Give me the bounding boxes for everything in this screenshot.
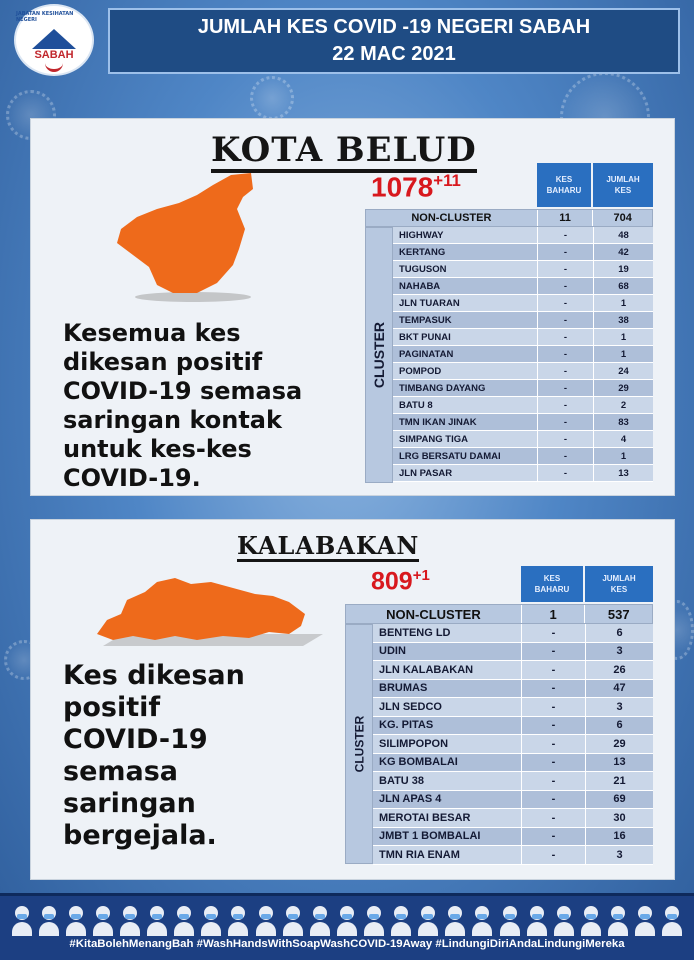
cluster-new-cases: - <box>521 809 585 827</box>
cluster-new-cases: - <box>521 772 585 790</box>
cluster-name: LRG BERSATU DAMAI <box>399 450 501 462</box>
table-row <box>373 791 653 810</box>
table-row <box>373 717 653 736</box>
footer-banner <box>0 893 694 960</box>
cluster-name: JLN PASAR <box>399 467 453 479</box>
kota-belud-map-icon <box>113 171 263 306</box>
title-line-1: JUMLAH KES COVID -19 NEGERI SABAH <box>197 16 591 38</box>
table-row <box>393 414 653 431</box>
cluster-total-cases: 3 <box>585 698 653 716</box>
cluster-rows <box>373 624 653 865</box>
cluster-total-cases: 3 <box>585 846 653 864</box>
non-cluster-row <box>365 209 653 227</box>
cluster-total-cases: 42 <box>593 244 653 260</box>
total-value: 1078 <box>371 171 434 203</box>
cluster-new-cases: - <box>521 717 585 735</box>
cluster-name: SILIMPOPON <box>379 737 449 750</box>
frontliner-icon <box>554 904 574 936</box>
table-row <box>393 295 653 312</box>
table-row <box>393 278 653 295</box>
frontliner-icon <box>527 904 547 936</box>
table-row <box>373 754 653 773</box>
table-row <box>373 846 653 865</box>
statement-line: saringan <box>63 788 196 819</box>
table-row <box>373 624 653 643</box>
table-row <box>393 244 653 261</box>
cluster-total-cases: 29 <box>585 735 653 753</box>
cluster-name: NAHABA <box>399 280 441 292</box>
cluster-new-cases: - <box>537 380 593 396</box>
frontliner-icon <box>12 904 32 936</box>
cluster-new-cases: - <box>521 661 585 679</box>
kota-belud-panel <box>30 118 675 496</box>
statement-line: positif <box>63 692 161 723</box>
cluster-name: BKT PUNAI <box>399 331 451 343</box>
frontliner-icon <box>39 904 59 936</box>
statement-text <box>63 319 302 493</box>
logo-top-text: JABATAN KESIHATAN NEGERI <box>16 10 74 23</box>
cluster-total-cases: 1 <box>593 346 653 362</box>
table-row <box>393 312 653 329</box>
cluster-total-cases: 24 <box>593 363 653 379</box>
table-row <box>373 809 653 828</box>
cluster-name: JLN SEDCO <box>379 700 442 713</box>
cluster-total-cases: 2 <box>593 397 653 413</box>
cluster-name: PAGINATAN <box>399 348 454 360</box>
statement-line: bergejala. <box>63 820 217 851</box>
cluster-name: POMPOD <box>399 365 442 377</box>
district-title: KOTA BELUD <box>211 133 477 173</box>
cluster-name: HIGHWAY <box>399 229 444 241</box>
frontliner-icon <box>445 904 465 936</box>
cluster-name: JLN TUARAN <box>399 297 460 309</box>
sabah-health-logo <box>14 4 94 76</box>
cluster-rows <box>393 227 653 482</box>
cluster-name: BENTENG LD <box>379 626 451 639</box>
table-row <box>393 363 653 380</box>
cluster-name: KG BOMBALAI <box>379 756 458 769</box>
cluster-new-cases: - <box>537 244 593 260</box>
frontliner-icon <box>662 904 682 936</box>
frontliner-icon <box>201 904 221 936</box>
cluster-name: TMN RIA ENAM <box>379 848 460 861</box>
new-value: +1 <box>412 567 430 584</box>
col-header-total: JUMLAH KES <box>593 163 653 207</box>
total-case-count <box>371 173 461 201</box>
frontliner-icon <box>337 904 357 936</box>
cluster-name: JLN APAS 4 <box>379 793 442 806</box>
mountain-icon <box>32 29 76 49</box>
frontliner-icon <box>364 904 384 936</box>
frontliner-strip <box>8 900 686 936</box>
cluster-name: TMN IKAN JINAK <box>399 416 477 428</box>
table-row <box>373 735 653 754</box>
frontliner-icon <box>581 904 601 936</box>
col-header-total: JUMLAH KES <box>585 566 653 602</box>
non-cluster-total: 704 <box>592 210 652 226</box>
cluster-new-cases: - <box>537 227 593 243</box>
cluster-total-cases: 19 <box>593 261 653 277</box>
cluster-total-cases: 26 <box>585 661 653 679</box>
cluster-new-cases: - <box>537 261 593 277</box>
cluster-new-cases: - <box>521 735 585 753</box>
cluster-name: BATU 8 <box>399 399 433 411</box>
cluster-total-cases: 4 <box>593 431 653 447</box>
cluster-new-cases: - <box>537 363 593 379</box>
frontliner-icon <box>635 904 655 936</box>
cluster-total-cases: 68 <box>593 278 653 294</box>
cluster-label: CLUSTER <box>365 227 393 483</box>
cluster-total-cases: 13 <box>593 465 653 481</box>
cluster-total-cases: 1 <box>593 295 653 311</box>
table-row <box>393 397 653 414</box>
virus-decoration <box>250 76 294 120</box>
cluster-name: JMBT 1 BOMBALAI <box>379 830 481 843</box>
frontliner-icon <box>66 904 86 936</box>
statement-line: saringan kontak <box>63 406 282 434</box>
cluster-new-cases: - <box>537 346 593 362</box>
cluster-new-cases: - <box>537 431 593 447</box>
non-cluster-total: 537 <box>584 605 652 623</box>
cluster-new-cases: - <box>537 448 593 464</box>
frontliner-icon <box>608 904 628 936</box>
cluster-total-cases: 29 <box>593 380 653 396</box>
frontliner-icon <box>174 904 194 936</box>
cluster-name: BATU 38 <box>379 774 425 787</box>
table-row <box>393 431 653 448</box>
frontliner-icon <box>256 904 276 936</box>
hashtags: #KitaBolehMenangBah #WashHandsWithSoapWashCOVID-19Away #LindungiDiriAndaLindungiMereka <box>69 938 625 950</box>
cluster-new-cases: - <box>521 643 585 661</box>
cluster-new-cases: - <box>537 312 593 328</box>
cluster-name: KG. PITAS <box>379 719 434 732</box>
frontliner-icon <box>391 904 411 936</box>
statement-line: semasa <box>63 756 179 787</box>
cluster-new-cases: - <box>537 397 593 413</box>
col-header-new: KES BAHARU <box>521 566 583 602</box>
cluster-new-cases: - <box>521 698 585 716</box>
cluster-new-cases: - <box>521 624 585 642</box>
statement-line: COVID-19 semasa <box>63 377 303 405</box>
cluster-new-cases: - <box>521 680 585 698</box>
total-case-count <box>371 568 430 594</box>
non-cluster-new: 1 <box>521 605 585 623</box>
frontliner-icon <box>120 904 140 936</box>
kalabakan-panel <box>30 519 675 880</box>
cluster-total-cases: 1 <box>593 329 653 345</box>
cluster-total-cases: 83 <box>593 414 653 430</box>
cluster-total-cases: 6 <box>585 717 653 735</box>
cluster-name: TUGUSON <box>399 263 447 275</box>
frontliner-icon <box>500 904 520 936</box>
district-title: KALABAKAN <box>237 531 420 560</box>
cluster-total-cases: 30 <box>585 809 653 827</box>
total-value: 809 <box>371 567 413 596</box>
frontliner-icon <box>93 904 113 936</box>
table-row <box>373 661 653 680</box>
cluster-name: TIMBANG DAYANG <box>399 382 486 394</box>
swirl-icon <box>45 62 63 72</box>
cluster-new-cases: - <box>521 754 585 772</box>
table-row <box>373 828 653 847</box>
table-row <box>373 643 653 662</box>
col-header-new: KES BAHARU <box>537 163 591 207</box>
statement-line: Kesemua kes <box>63 319 241 347</box>
cluster-name: SIMPANG TIGA <box>399 433 468 445</box>
table-row <box>393 346 653 363</box>
frontliner-icon <box>283 904 303 936</box>
frontliner-icon <box>147 904 167 936</box>
statement-line: untuk kes-kes <box>63 435 252 463</box>
table-row <box>393 448 653 465</box>
cluster-total-cases: 3 <box>585 643 653 661</box>
cluster-name: MEROTAI BESAR <box>379 811 471 824</box>
frontliner-icon <box>310 904 330 936</box>
cluster-new-cases: - <box>537 329 593 345</box>
frontliner-icon <box>418 904 438 936</box>
table-row <box>373 680 653 699</box>
cluster-new-cases: - <box>537 465 593 481</box>
page-title <box>108 8 680 74</box>
cluster-new-cases: - <box>537 278 593 294</box>
non-cluster-label: NON-CLUSTER <box>386 606 481 622</box>
table-row <box>393 261 653 278</box>
cluster-total-cases: 47 <box>585 680 653 698</box>
table-row <box>393 465 653 482</box>
cluster-label: CLUSTER <box>345 624 373 864</box>
non-cluster-new: 11 <box>537 210 593 226</box>
cluster-new-cases: - <box>537 414 593 430</box>
statement-text <box>63 660 245 852</box>
cluster-name: TEMPASUK <box>399 314 452 326</box>
table-row <box>373 772 653 791</box>
statement-line: COVID-19. <box>63 464 201 492</box>
table-row <box>373 698 653 717</box>
cluster-new-cases: - <box>521 846 585 864</box>
cluster-name: JLN KALABAKAN <box>379 663 474 676</box>
frontliner-icon <box>472 904 492 936</box>
cluster-name: UDIN <box>379 645 406 658</box>
frontliner-icon <box>228 904 248 936</box>
cluster-name: KERTANG <box>399 246 446 258</box>
cluster-name: BRUMAS <box>379 682 428 695</box>
cluster-total-cases: 6 <box>585 624 653 642</box>
cluster-new-cases: - <box>537 295 593 311</box>
kalabakan-map-icon <box>93 574 333 650</box>
non-cluster-label: NON-CLUSTER <box>411 212 492 224</box>
statement-line: COVID-19 <box>63 724 208 755</box>
title-line-2: 22 MAC 2021 <box>332 43 456 65</box>
cluster-total-cases: 48 <box>593 227 653 243</box>
table-row <box>393 380 653 397</box>
statement-line: dikesan positif <box>63 348 263 376</box>
cluster-total-cases: 38 <box>593 312 653 328</box>
cluster-new-cases: - <box>521 828 585 846</box>
new-value: +11 <box>433 171 461 190</box>
cluster-total-cases: 16 <box>585 828 653 846</box>
table-row <box>393 329 653 346</box>
statement-line: Kes dikesan <box>63 660 245 691</box>
cluster-total-cases: 13 <box>585 754 653 772</box>
table-row <box>393 227 653 244</box>
non-cluster-row <box>345 604 653 624</box>
cluster-total-cases: 21 <box>585 772 653 790</box>
cluster-new-cases: - <box>521 791 585 809</box>
cluster-total-cases: 69 <box>585 791 653 809</box>
logo-name: SABAH <box>34 48 74 61</box>
cluster-total-cases: 1 <box>593 448 653 464</box>
